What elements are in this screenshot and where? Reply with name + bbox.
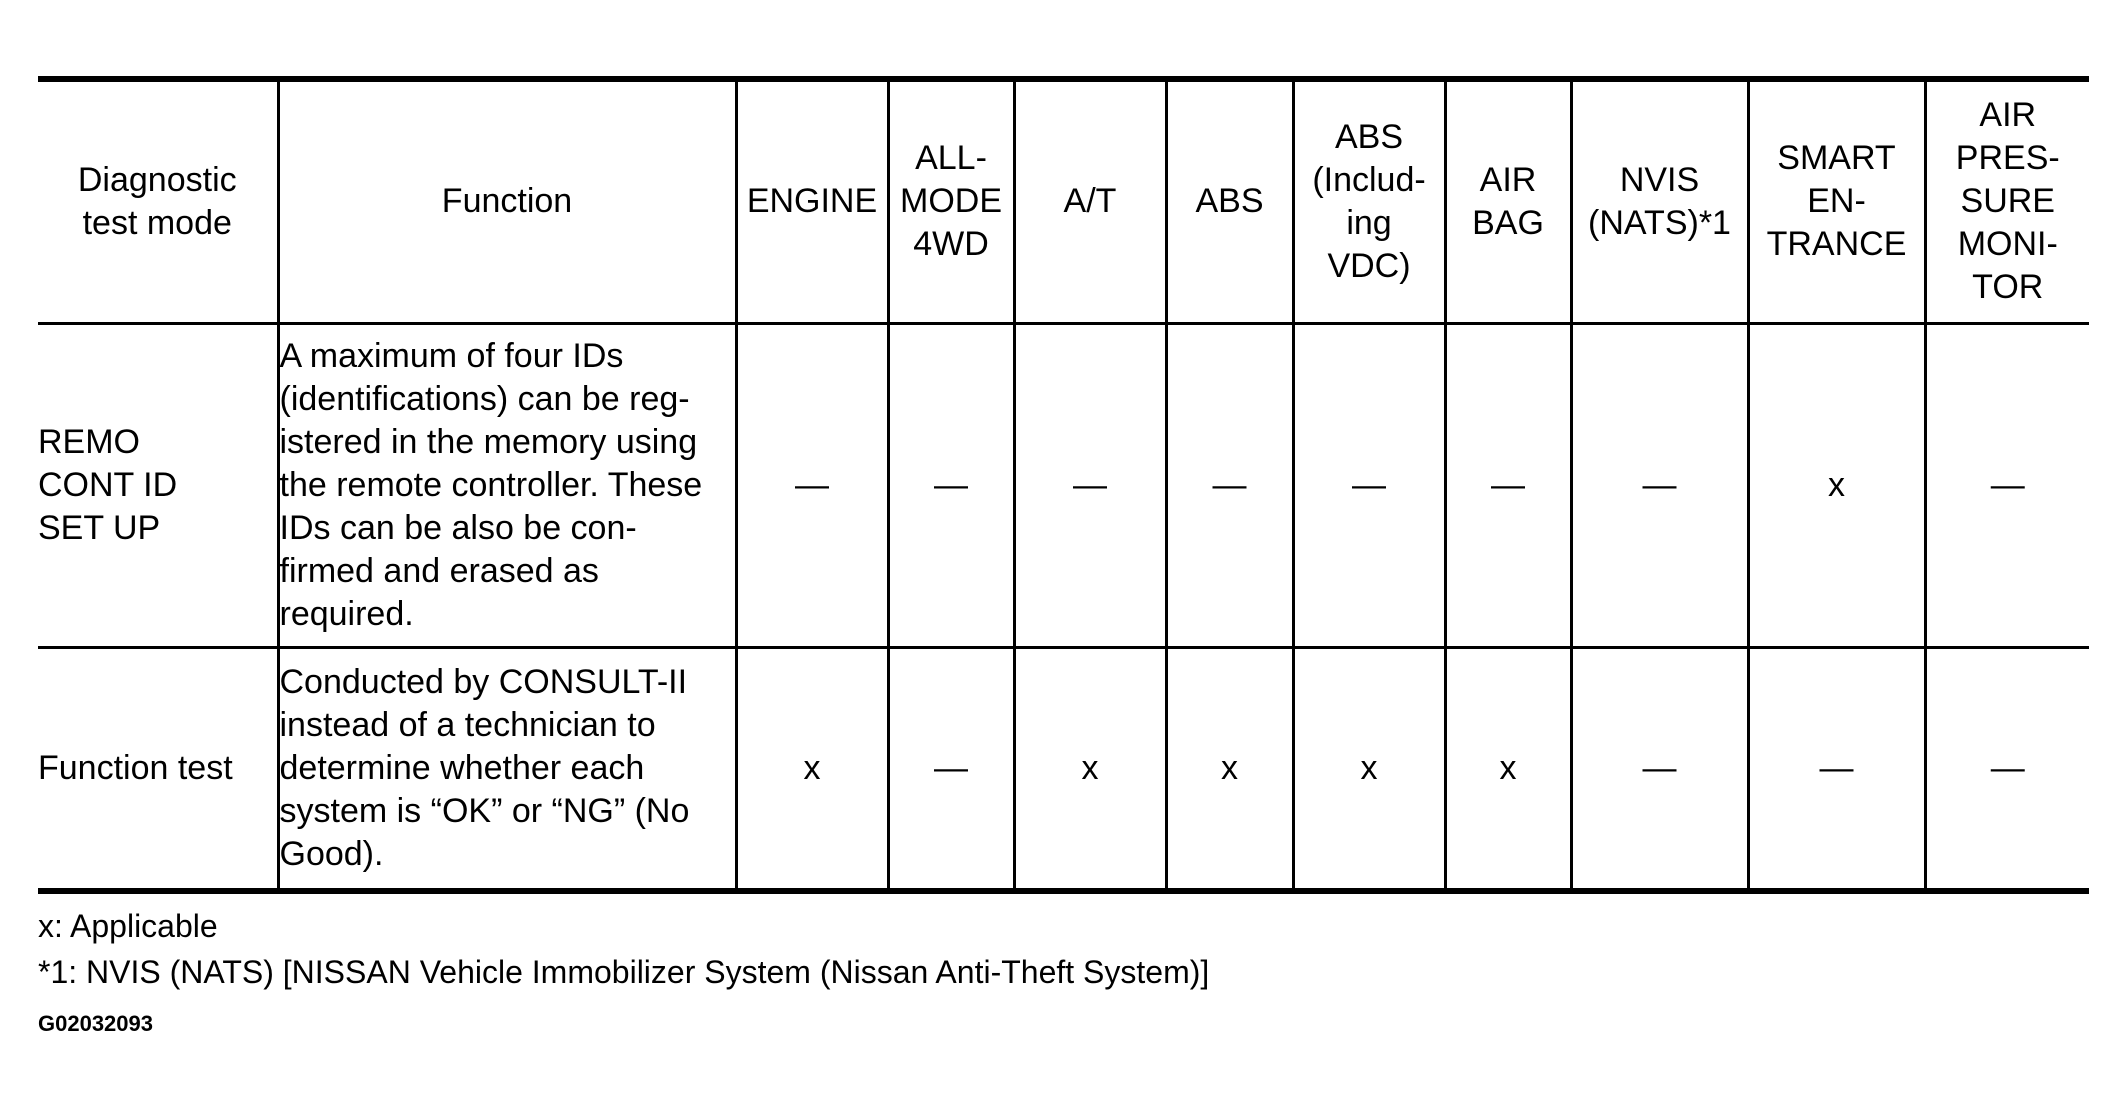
cell-engine: x [736,647,888,891]
figure-code: G02032093 [38,1011,153,1036]
cell-abs: — [1166,323,1293,647]
cell-abs-including-vdc: x [1293,647,1445,891]
cell-air-pressure-monitor: — [1925,323,2089,647]
header-air-bag: AIR BAG [1445,79,1571,323]
cell-engine: — [736,323,888,647]
cell-nvis-nats: — [1571,323,1748,647]
row-mode-function-test: Function test [38,647,278,891]
header-smart-entrance: SMART EN- TRANCE [1748,79,1925,323]
note-applicable: x: Applicable [38,908,218,944]
header-diagnostic-test-mode: Diagnostic test mode [38,79,278,323]
table-notes [38,903,1209,995]
header-air-pressure-monitor: AIR PRES- SURE MONI- TOR [1925,79,2089,323]
cell-smart-entrance: — [1748,647,1925,891]
header-abs: ABS [1166,79,1293,323]
table-row [38,323,2089,647]
note-footnote-nvis: *1: NVIS (NATS) [NISSAN Vehicle Immobilizer System (Nissan Anti-Theft System)] [38,954,1210,990]
header-row [38,79,2089,323]
header-function: Function [278,79,736,323]
cell-air-pressure-monitor: — [1925,647,2089,891]
header-engine: ENGINE [736,79,888,323]
table-row [38,647,2089,891]
cell-nvis-nats: — [1571,647,1748,891]
cell-smart-entrance: x [1748,323,1925,647]
cell-at: x [1014,647,1166,891]
header-all-mode-4wd: ALL- MODE 4WD [888,79,1014,323]
cell-abs: x [1166,647,1293,891]
cell-air-bag: x [1445,647,1571,891]
cell-at: — [1014,323,1166,647]
row-function-description: A maximum of four IDs (identifications) can be reg- istered in the memory using the remote controller. These IDs can be also be con- firmed and erased as required. [278,323,736,647]
cell-air-bag: — [1445,323,1571,647]
cell-all-mode-4wd: — [888,647,1014,891]
cell-all-mode-4wd: — [888,323,1014,647]
header-abs-including-vdc: ABS (Includ- ing VDC) [1293,79,1445,323]
row-mode-remo-cont-id-set-up: REMO CONT ID SET UP [38,323,278,647]
row-function-description: Conducted by CONSULT-II instead of a technician to determine whether each system is “OK” or “NG” (No Good). [278,647,736,891]
cell-abs-including-vdc: — [1293,323,1445,647]
header-nvis-nats: NVIS (NATS)*1 [1571,79,1748,323]
diagnostic-test-mode-table [38,76,2089,894]
header-at: A/T [1014,79,1166,323]
